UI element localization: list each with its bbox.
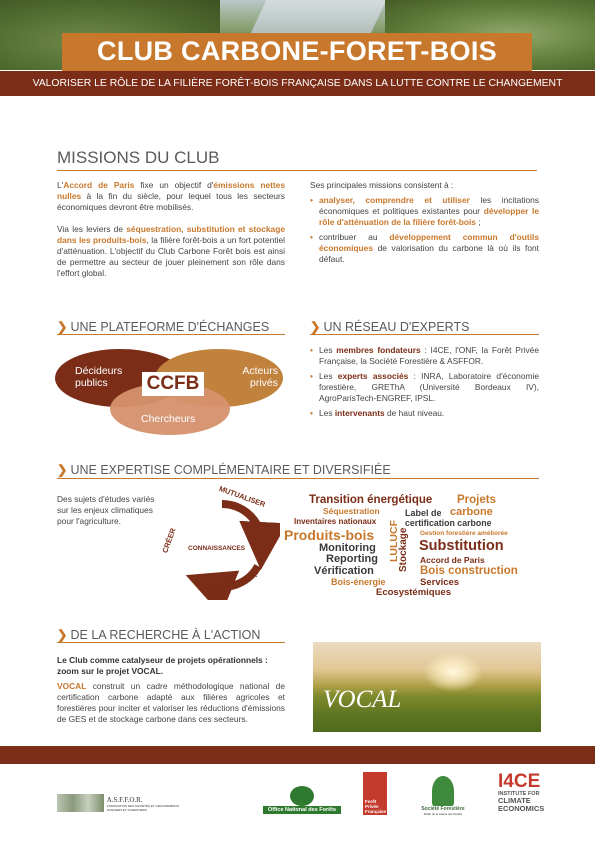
page-title: CLUB CARBONE-FORET-BOIS (97, 36, 497, 66)
asffor-logo: A.S.F.F.O.R. ASSOCIATION DES SOCIÉTÉS ET GROUPEMENTS FONCIERS ET FORESTIERS (57, 794, 192, 812)
cycle-label-capitaliser: CAPITALISER (210, 570, 259, 599)
societe-forestiere-logo: Société Forestière Filiale de la Caisse des Dépôts (415, 776, 471, 816)
recherche-body: VOCAL construit un cadre méthodologique national de certification carbone adapté aux filières agricoles et forestières pour inciter et valoriser les réductions d'émissions de GES et de stockage carbone dans ces secteurs. (57, 681, 285, 724)
missions-item-2: • contribuer au développement commun d'outils économiques de valorisation du carbone là où ils font défaut. (310, 232, 539, 265)
cloud-word: Vérification (314, 565, 374, 577)
cloud-word: Transition énergétique (309, 494, 433, 506)
expertise-rule (57, 478, 539, 479)
venn-label-decideurs: Décideurs publics (75, 365, 123, 389)
cloud-word: Ecosystémiques (376, 587, 451, 598)
cloud-word: Séquestration (323, 506, 380, 516)
venn-diagram (55, 345, 295, 445)
plateforme-heading: ❯ UNE PLATEFORME D'ÉCHANGES (57, 320, 270, 334)
cloud-word-vertical: Stockage (398, 527, 409, 572)
missions-heading: MISSIONS DU CLUB (57, 148, 220, 167)
recherche-heading: ❯ DE LA RECHERCHE À L'ACTION (57, 628, 261, 642)
missions-intro: Ses principales missions consistent à : (310, 180, 454, 190)
cloud-word: Label de (405, 508, 442, 518)
missions-rule (57, 170, 537, 171)
cloud-word: Bois construction (420, 565, 518, 577)
reseau-rule (310, 334, 539, 335)
cycle-label-connaissances: CONNAISSANCES (188, 545, 246, 552)
expertise-text: Des sujets d'études variés sur les enjeux climatiques pour l'agriculture. (57, 494, 155, 526)
onf-logo: Office National des Forêts (263, 786, 341, 814)
cycle-label-creer: CRÉER (160, 526, 178, 555)
knowledge-cycle-diagram (160, 483, 280, 600)
subtitle-banner (0, 71, 595, 114)
footer-bar (0, 746, 595, 764)
trees-icon (57, 794, 104, 812)
cloud-word: Services (420, 577, 460, 588)
chevron-right-icon: ❯ (310, 320, 321, 334)
venn-label-acteurs: Acteurs privés (242, 365, 278, 389)
expertise-heading: ❯ UNE EXPERTISE COMPLÉMENTAIRE ET DIVERSIFIÉE (57, 463, 391, 477)
missions-paragraph-2: Via les leviers de séquestration, substitution et stockage dans les produits-bois, la filière forêt-bois a un fort potentiel d'atténuation. L'objectif du Club Carbone Forêt bois est ainsi de permettre au secteur de jouer pleinement son rôle dans l'effort global. (57, 224, 285, 278)
missions-item-1: • analyser, comprendre et utiliser les incitations économiques et politiques existantes pour développer le rôle d'atténuation de la filière forêt-bois ; (310, 195, 539, 228)
word-cloud (280, 490, 550, 605)
cloud-word: Projets (457, 494, 496, 506)
fpf-emblem-icon (363, 772, 387, 798)
cloud-word: carbone (450, 506, 493, 518)
recherche-lead: Le Club comme catalyseur de projets opérationnels : zoom sur le projet VOCAL. (57, 655, 268, 676)
cloud-word: Produits-bois (284, 527, 375, 543)
plateforme-rule (57, 334, 285, 335)
cloud-word: Inventaires nationaux (294, 517, 377, 526)
missions-paragraph-1: L'Accord de Paris fixe un objectif d'émissions nettes nulles à la fin du siècle, pour lequel tous les secteurs économiques devront être mobilisés. (57, 180, 285, 212)
oak-icon (290, 786, 314, 806)
cloud-word: Substitution (419, 538, 504, 554)
chevron-right-icon: ❯ (57, 463, 68, 477)
reseau-heading: ❯ UN RÉSEAU D'EXPERTS (310, 320, 470, 334)
reseau-item-experts: • Les experts associés : INRA, Laboratoire d'économie forestière, GREThA (Université Bordeaux IV), AgroParisTech-ENGREF, IPSL. (310, 371, 539, 404)
fpf-logo: Forêt Privée Française (363, 772, 387, 815)
reseau-item-intervenants: • Les intervenants de haut niveau. (310, 408, 539, 419)
venn-label-chercheurs: Chercheurs (141, 413, 196, 425)
cloud-word: Reporting (326, 553, 378, 565)
vocal-landscape-image (313, 642, 541, 732)
missions-list (310, 180, 539, 269)
cycle-label-mutualiser: MUTUALISER (217, 483, 267, 510)
page-subtitle: VALORISER LE RÔLE DE LA FILIÈRE FORÊT-BOIS FRANÇAISE DANS LA LUTTE CONTRE LE CHANGEMENT CLIMATIQUE (32, 78, 563, 114)
cloud-word: Monitoring (319, 542, 376, 554)
chevron-right-icon: ❯ (57, 320, 68, 334)
cloud-word: Accord de Paris (420, 555, 485, 565)
i4ce-logo: I4CE INSTITUTE FOR CLIMATE ECONOMICS (498, 771, 545, 813)
title-banner (62, 33, 532, 71)
cloud-word: Bois-énergie (331, 577, 386, 587)
cloud-word: Gestion forestière améliorée (420, 530, 508, 537)
reseau-list (310, 345, 539, 423)
tree-icon (432, 776, 454, 806)
cloud-word: certification carbone (405, 518, 492, 528)
venn-center-ccfb: CCFB (142, 372, 204, 396)
cloud-word-vertical: LULUCF (388, 520, 400, 562)
chevron-right-icon: ❯ (57, 628, 68, 642)
recherche-rule (57, 642, 285, 643)
vocal-image-text: VOCAL (323, 686, 402, 713)
reseau-item-fondateurs: • Les membres fondateurs : I4CE, l'ONF, la Forêt Privée Française, la Société Forestière & ASFFOR. (310, 345, 539, 367)
sunlight (423, 652, 483, 692)
